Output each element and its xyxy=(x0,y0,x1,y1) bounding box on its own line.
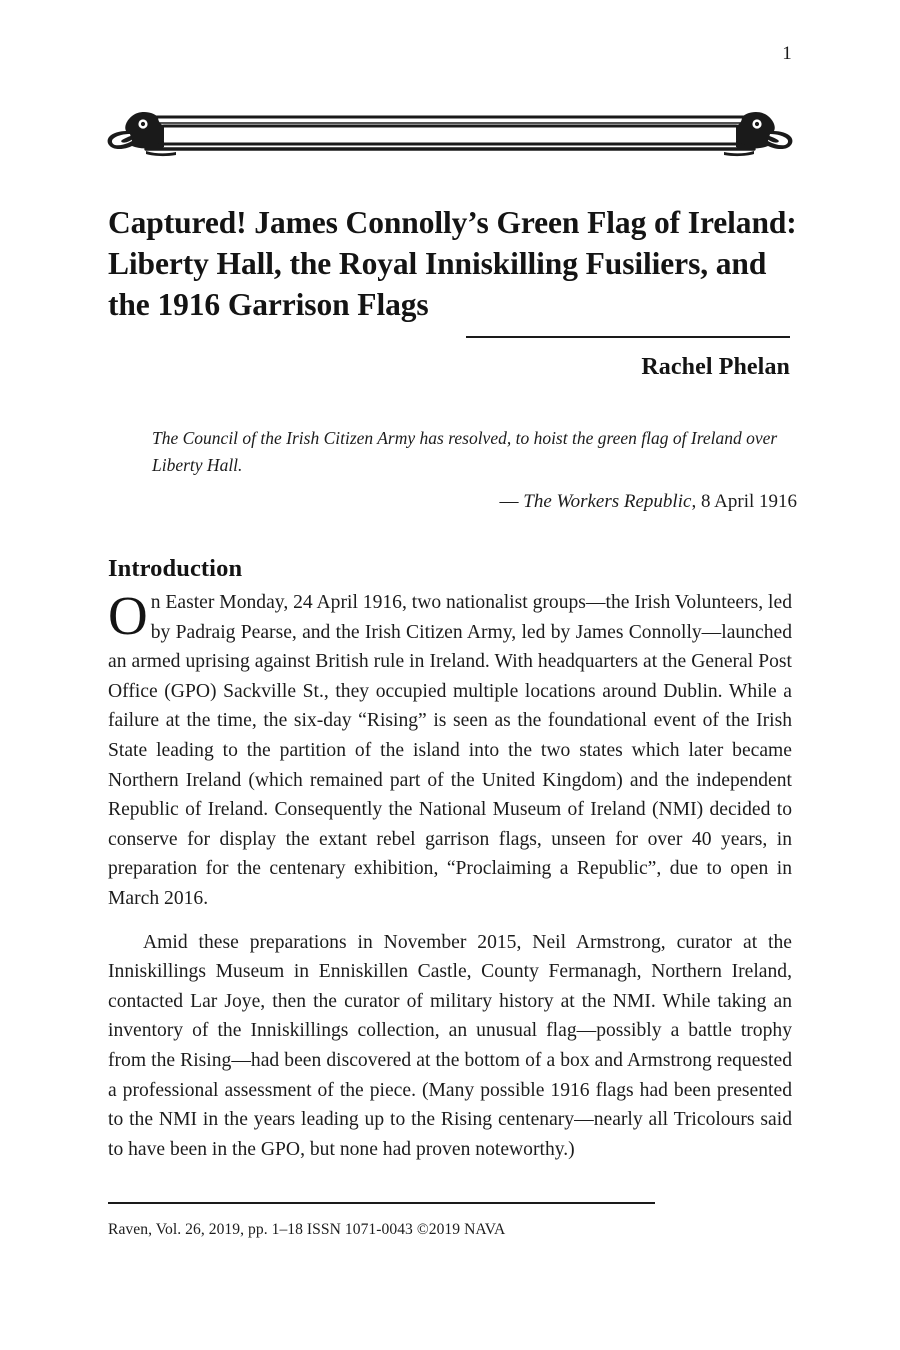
section-heading-introduction: Introduction xyxy=(108,555,243,583)
footer-citation: Raven, Vol. 26, 2019, pp. 1–18 ISSN 1071-0043 ©2019 NAVA xyxy=(108,1221,506,1238)
page-number: 1 xyxy=(782,43,792,64)
body-paragraph xyxy=(108,928,792,1165)
epigraph-attribution xyxy=(152,489,797,515)
drop-cap: O xyxy=(108,585,148,646)
footer-divider-rule xyxy=(108,1202,655,1204)
body-paragraph-text: n Easter Monday, 24 April 1916, two nationalist groups—the Irish Volunteers, led by Padraig Pearse, and the Irish Citizen Army, led by James Connolly—launched an armed uprising against British rule in Ireland. With headquarters at the General Post Office (GPO) Sackville St., they occupied multiple locations around Dublin. While a failure at the time, the six-day “Rising” is seen as the foundational event of the Irish State leading to the partition of the island into the two states which later became Northern Ireland (which remained part of the United Kingdom) and the independent Republic of Ireland. Consequently the National Museum of Ireland (NMI) decided to conserve for display the extant rebel garrison flags, unseen for over 40 years, in preparation for the centenary exhibition, “Proclaiming a Republic”, due to open in March 2016. xyxy=(108,592,792,909)
article-author: Rachel Phelan xyxy=(641,354,790,380)
author-divider-rule xyxy=(466,336,790,338)
article-title: Captured! James Connolly’s Green Flag of Ireland: Liberty Hall, the Royal Inniskilling Fusiliers, and the 1916 Garrison Flags xyxy=(108,205,797,323)
epigraph-attribution-dash: — xyxy=(499,491,524,512)
body-paragraph xyxy=(108,585,792,914)
body-paragraph-text: Amid these preparations in November 2015, Neil Armstrong, curator at the Inniskillings Museum in Enniskillen Castle, County Fermanagh, Northern Ireland, contacted Lar Joye, then the curator of military history at the NMI. While taking an inventory of the Inniskillings collection, an unusual flag—possibly a battle trophy from the Rising—had been discovered at the bottom of a box and Armstrong requested a professional assessment of the piece. (Many possible 1916 flags had been presented to the NMI in the years leading up to the Rising centenary—nearly all Tricolours said to have been in the GPO, but none had proven noteworthy.) xyxy=(108,931,792,1160)
epigraph-attribution-rest: , 8 April 1916 xyxy=(691,491,797,512)
epigraph-attribution-source: The Workers Republic xyxy=(523,491,692,512)
epigraph xyxy=(152,425,797,515)
body-text xyxy=(108,585,792,1164)
eagle-head-cartouche-ornament xyxy=(106,104,794,160)
epigraph-quote: The Council of the Irish Citizen Army has resolved, to hoist the green flag of Ireland over Liberty Hall. xyxy=(152,428,778,475)
